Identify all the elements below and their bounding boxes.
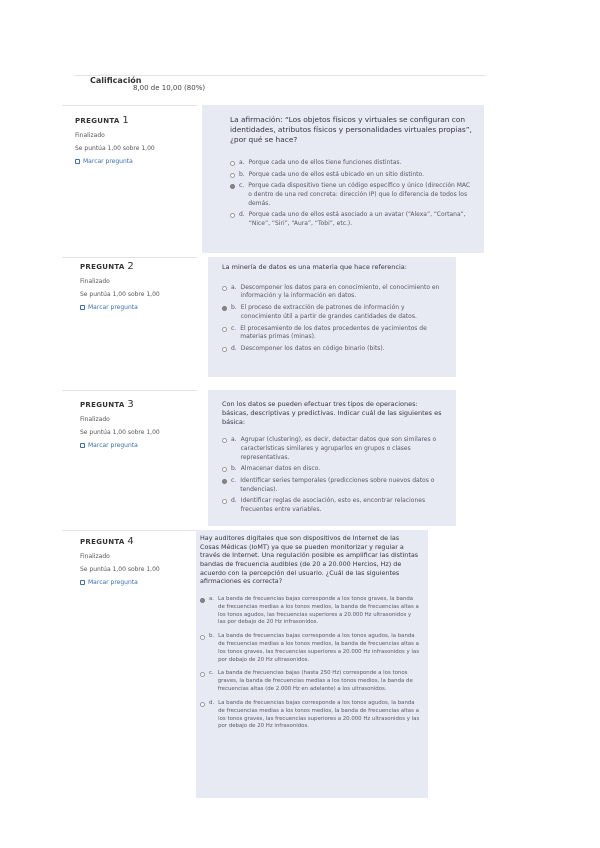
option-letter: d.: [209, 699, 215, 706]
option-text: Porque cada uno de ellos tiene funciones distintas.: [248, 158, 402, 166]
radio-button[interactable]: [200, 672, 205, 677]
option-letter: a.: [239, 158, 245, 166]
option-letter: c.: [209, 670, 214, 677]
question-score: Se puntúa 1,00 sobre 1,00: [75, 145, 155, 152]
question-label: PREGUNTA: [75, 117, 120, 125]
option-text: Identificar reglas de asociación, esto es, encontrar relaciones frecuentes entre variables.: [240, 497, 426, 514]
answer-options: [200, 596, 420, 731]
question-label: PREGUNTA: [80, 263, 125, 271]
question-content-4: [196, 530, 428, 798]
question-stem: La minería de datos es una materia que hace referencia:: [222, 263, 407, 271]
flag-question-label: Marcar pregunta: [88, 442, 138, 449]
answer-options: [222, 284, 446, 354]
answer-option-c[interactable]: [200, 670, 420, 693]
question-info-4: [80, 537, 195, 586]
option-text: Descomponer los datos para en conocimiento, el conocimiento en información y la información en datos.: [240, 283, 440, 300]
option-text: Identificar series temporales (predicciones sobre nuevos datos o tendencias).: [240, 477, 435, 493]
answer-option-d[interactable]: [222, 497, 446, 514]
option-letter: d.: [231, 344, 237, 352]
answer-option-a[interactable]: [222, 436, 446, 462]
option-text: La banda de frecuencias bajas corresponde a los tonos agudos, la banda de frecuencias medias a los tonos medios, la banda de frecuencias altas a los tonos graves, las frecuencias superiores a 20.000 Hz ultrasonidos y las por debajo de 20 Hz infrasonidos.: [218, 699, 420, 730]
question-stem: Con los datos se pueden efectuar tres tipos de operaciones: básicas, descriptivas y predictivas. Indicar cuál de las siguientes es básica:: [222, 400, 442, 426]
answer-option-a[interactable]: [222, 284, 446, 301]
answer-option-b[interactable]: [230, 171, 472, 180]
option-letter: d.: [231, 497, 237, 505]
flag-icon: [75, 159, 80, 164]
radio-button-selected[interactable]: [200, 598, 205, 603]
flag-icon: [80, 305, 85, 310]
question-divider: [62, 530, 197, 531]
option-letter: b.: [209, 633, 215, 640]
option-letter: b.: [239, 170, 245, 178]
option-letter: c.: [239, 182, 245, 190]
radio-button[interactable]: [200, 635, 205, 640]
answer-option-b[interactable]: [222, 465, 446, 474]
question-content-2: [208, 257, 456, 377]
flag-question-link[interactable]: [80, 580, 195, 586]
question-title: [80, 263, 134, 271]
question-score: Se puntúa 1,00 sobre 1,00: [80, 291, 160, 298]
radio-button[interactable]: [222, 438, 227, 443]
radio-button[interactable]: [222, 327, 227, 332]
question-score: Se puntúa 1,00 sobre 1,00: [80, 566, 160, 573]
answer-option-d[interactable]: [200, 700, 420, 731]
question-number: 4: [127, 536, 135, 547]
radio-button[interactable]: [222, 286, 227, 291]
option-letter: b.: [231, 304, 237, 312]
question-title: [75, 117, 129, 125]
radio-button[interactable]: [222, 467, 227, 472]
radio-button-selected[interactable]: [222, 306, 227, 311]
option-text: Porque cada uno de ellos está ubicado en un sitio distinto.: [248, 170, 425, 178]
question-label: PREGUNTA: [80, 538, 125, 546]
answer-option-b[interactable]: [200, 633, 420, 664]
option-letter: a.: [209, 595, 215, 602]
question-status: Finalizado: [80, 416, 110, 423]
option-letter: b.: [231, 465, 237, 473]
grade-summary: [75, 75, 485, 105]
option-letter: c.: [231, 324, 237, 332]
option-text: Porque cada dispositivo tiene un código específico y único (dirección MAC o dentro de una red concreta: dirección IP) que lo diferencia de todos los demás.: [248, 182, 471, 207]
flag-question-label: Marcar pregunta: [88, 579, 138, 586]
answer-option-c[interactable]: [222, 325, 446, 342]
option-text: Almacenar datos en disco.: [240, 465, 321, 473]
answer-option-c[interactable]: [230, 182, 472, 208]
radio-button[interactable]: [230, 161, 235, 166]
question-content-3: [208, 390, 456, 526]
answer-option-a[interactable]: [200, 596, 420, 627]
option-text: La banda de frecuencias bajas (hasta 250 Hz) corresponde a los tonos graves, la banda de frecuencias medias a los tonos medios, la banda de frecuencias altas (de 2.000 Hz en adelante) a los ultrasonidos.: [217, 670, 413, 693]
option-text: La banda de frecuencias bajas corresponde a los tonos graves, la banda de frecuencias medias a los tonos medios, la banda de frecuencias altas a los tonos agudos, las frecuencias superiores a 20.000 Hz ultrasonidos y las por debajo de 20 Hz infrasonidos.: [218, 595, 419, 626]
question-status: Finalizado: [80, 278, 110, 285]
question-content-1: [202, 105, 484, 253]
radio-button[interactable]: [230, 213, 235, 218]
flag-icon: [80, 580, 85, 585]
question-title: [80, 401, 134, 409]
grade-value: 8,00 de 10,00 (80%): [133, 84, 206, 92]
radio-button-selected[interactable]: [222, 479, 227, 484]
radio-button[interactable]: [222, 347, 227, 352]
question-info-2: [80, 262, 200, 311]
option-letter: a.: [231, 283, 237, 291]
flag-question-link[interactable]: [80, 305, 200, 311]
question-stem: La afirmación: “Los objetos físicos y virtuales se configuran con identidades, atributos físicos y personalidades virtuales propias”, ¿por qué se hace?: [230, 115, 472, 144]
option-letter: d.: [239, 211, 245, 219]
flag-question-label: Marcar pregunta: [88, 304, 138, 311]
option-text: El proceso de extracción de patrones de información y conocimiento útil a partir de grandes cantidades de datos.: [240, 304, 417, 320]
answer-option-d[interactable]: [222, 345, 446, 354]
question-divider: [62, 390, 197, 391]
option-text: El procesamiento de los datos procedentes de yacimientos de materias primas (minas).: [240, 324, 427, 341]
option-text: Descomponer los datos en código binario (bits).: [240, 344, 385, 352]
answer-options: [230, 159, 472, 229]
radio-button[interactable]: [230, 173, 235, 178]
question-status: Finalizado: [75, 132, 105, 139]
question-title: [80, 538, 134, 546]
question-number: 1: [122, 115, 130, 126]
question-divider: [62, 105, 197, 106]
radio-button[interactable]: [222, 499, 227, 504]
question-divider: [62, 257, 197, 258]
question-label: PREGUNTA: [80, 401, 125, 409]
radio-button-selected[interactable]: [230, 184, 235, 189]
answer-option-c[interactable]: [222, 477, 446, 494]
answer-option-b[interactable]: [222, 304, 446, 321]
question-stem: Hay auditores digitales que son dispositivos de Internet de las Cosas Médicas (IoMT) ya que se pueden monitorizar y regular a través de Internet. Una regulación posible es amplificar las distintas bandas de frecuencia audibles (de 20 a 20.000 Hercios, Hz) de acuerdo con la percepción del usuario. ¿Cuál de las siguientes afirmaciones es correcta?: [200, 534, 419, 586]
question-number: 2: [127, 261, 135, 272]
question-score: Se puntúa 1,00 sobre 1,00: [80, 429, 160, 436]
answer-option-d[interactable]: [230, 211, 472, 228]
answer-option-a[interactable]: [230, 159, 472, 168]
question-number: 3: [127, 399, 135, 410]
flag-icon: [80, 443, 85, 448]
question-info-1: [75, 116, 195, 165]
option-letter: c.: [231, 477, 237, 485]
flag-question-label: Marcar pregunta: [83, 158, 133, 165]
flag-question-link[interactable]: [75, 159, 195, 165]
question-status: Finalizado: [80, 553, 110, 560]
grade-label: Calificación: [90, 76, 142, 85]
flag-question-link[interactable]: [80, 443, 200, 449]
option-text: La banda de frecuencias bajas corresponde a los tonos agudos, la banda de frecuencias medias a los tonos medios, la banda de frecuencias altas a los tonos graves, las frecuencias superiores a 20.000 Hz infrasonidos y las por debajo de 20 Hz ultrasonidos.: [218, 633, 420, 663]
question-info-3: [80, 400, 200, 449]
option-text: Porque cada uno de ellos está asociado a un avatar (“Alexa”, “Cortana”, “Nice”, “Siri”, “Aura”, “Tobi”, etc.).: [248, 211, 466, 228]
radio-button[interactable]: [200, 702, 205, 707]
answer-options: [222, 436, 446, 515]
option-text: Agrupar (clustering), es decir, detectar datos que son similares o características similares y agruparlos en grupos o clases representativas.: [240, 436, 437, 461]
option-letter: a.: [231, 436, 237, 444]
